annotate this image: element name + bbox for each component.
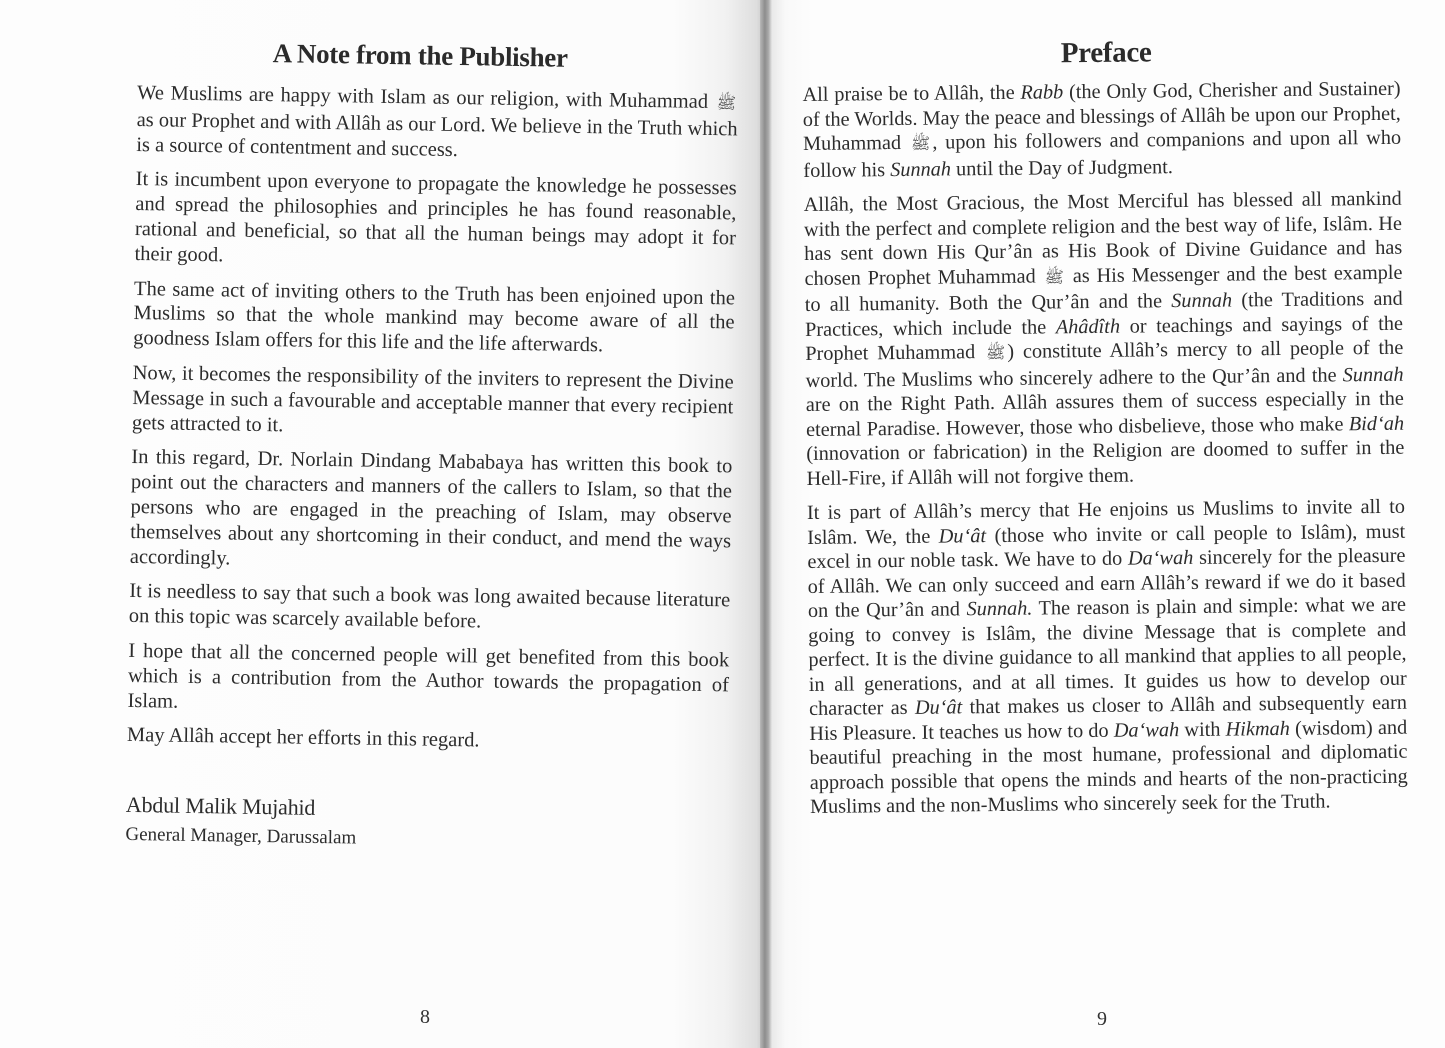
paragraph	[804, 187, 1405, 491]
text-run: , upon his followers and companions and upon all who follow his	[803, 126, 1402, 182]
preface-section	[802, 34, 1408, 830]
salutation-symbol-icon: ﷺ	[1044, 268, 1065, 286]
salutation-symbol-icon: ﷺ	[910, 135, 931, 153]
italic-term: Sunnah	[1171, 289, 1233, 313]
salutation-symbol-icon: ﷺ	[985, 344, 1006, 363]
text-run: May Allâh accept her efforts in this regard.	[126, 724, 480, 752]
paragraph	[129, 579, 731, 638]
text-run: as our Prophet and with Allâh as our Lord. We believe in the Truth which is a source of contentment and success.	[136, 108, 738, 161]
text-run: with	[1179, 718, 1226, 741]
salutation-symbol-icon: ﷺ	[716, 95, 737, 113]
publisher-note-title: A Note from the Publisher	[272, 38, 568, 73]
italic-term: Rabb	[1020, 81, 1064, 104]
text-run: It is part of Allâh’s mercy that He enjoins us Muslims to invite all to Islâm. We, the	[806, 495, 1406, 549]
text-run: Now, it becomes the responsibility of the inviters to represent the Divine Message in such a favourable and acceptable manner that every recipient gets attracted to it.	[131, 361, 734, 436]
paragraph	[136, 81, 738, 167]
text-run: The same act of inviting others to the Truth has been enjoined upon the Muslims so that the whole mankind may become aware of all the goodness Islam offers for this life and the life afterwards.	[133, 277, 736, 357]
text-run: (the Traditions and Practices, which include the	[804, 287, 1403, 341]
text-run: are on the Right Path. Allâh assures them of success especially in the eternal Paradise. However, those who disbelieve, those who make	[805, 387, 1404, 441]
text-run: The reason is plain and simple: what we are going to convey is Islâm, the divine Message that is complete and perfect. It is the divine guidance to all mankind that applies to all people, in all generations, and at all times. It guides us how to develop our character as	[808, 593, 1407, 720]
paragraph	[127, 639, 729, 723]
paragraph	[130, 445, 733, 578]
italic-term: Ahâdîth	[1055, 315, 1121, 338]
paragraph	[127, 723, 728, 757]
text-run: We Muslims are happy with Islam as our religion, with Muhammad	[136, 81, 715, 114]
italic-term: Du‘ât	[914, 696, 963, 719]
text-run: In this regard, Dr. Norlain Dindang Mababaya has written this book to point out the characters and manners of the callers to Islam, so that the persons who are engaged in the preaching of Islam, may observe themselves about any shortcoming in their conduct, and mend the ways accordingly.	[129, 446, 733, 570]
italic-term: Du‘ât	[938, 524, 987, 548]
italic-term: Sunnah	[1342, 363, 1404, 386]
text-run: as His Messenger and the best example to all humanity. Both the Qur’ân and the	[804, 261, 1403, 316]
text-run: that makes us closer to Allâh and subsequently earn His Pleasure. It teaches us how to do	[809, 691, 1408, 745]
publisher-note-section	[125, 36, 739, 855]
page-number-right: 9	[1097, 1008, 1107, 1030]
text-run: It is needless to say that such a book was long awaited because literature on this topic was scarcely available before.	[128, 580, 731, 633]
text-run: I hope that all the concerned people will get benefited from this book which is a contribution from the Author towards the propagation of Islam.	[127, 639, 730, 713]
paragraph	[133, 277, 735, 361]
preface-title: Preface	[1060, 36, 1152, 70]
text-run: Allâh, the Most Gracious, the Most Merciful has blessed all mankind with the perfect and complete religion and the best way of life, Islâm. He has sent down His Qur’ân as His Book of Divine Guidance and has chosen Prophet Muhammad	[803, 187, 1403, 290]
text-run: until the Day of Judgment.	[950, 155, 1174, 180]
preface-body	[802, 77, 1408, 820]
text-run: It is incumbent upon everyone to propagate the knowledge he possesses and spread the philosophies and principles he has found reasonable, rational and beneficial, so that all the human beings may adopt it for their good.	[134, 168, 737, 267]
italic-term: Sunnah	[890, 157, 952, 181]
paragraph	[802, 77, 1401, 183]
publisher-note-body	[127, 81, 738, 757]
text-run: or teachings and sayings of the Prophet Muhammad	[805, 312, 1404, 365]
text-run: (the Only God, Cherisher and Sustainer) of the Worlds. May the peace and blessings of Allâh be upon our Prophet, Muhammad	[802, 77, 1401, 155]
italic-term: Hikmah	[1225, 717, 1290, 741]
text-run: (those who invite or call people to Islâm), must excel in our noble task. We have to do	[807, 520, 1406, 573]
text-run: All praise be to Allâh, the	[802, 81, 1021, 106]
text-run: (innovation or fabrication) in the Religion are doomed to suffer in the Hell-Fire, if Allâh will not forgive them.	[806, 436, 1405, 490]
paragraph	[807, 495, 1408, 820]
book-spine	[760, 0, 772, 1048]
text-run: ) constitute Allâh’s mercy to all people of the world. The Muslims who sincerely adhere to the Qur’ân and the	[805, 336, 1404, 392]
text-run: (wisdom) and beautiful preaching in the most humane, professional and diplomatic approach possible that opens the minds and hearts of the non-practicing Muslims and the non-Muslims who sincerely seek for the Truth.	[809, 716, 1408, 818]
italic-term: Bid‘ah	[1348, 412, 1405, 435]
paragraph	[134, 167, 736, 276]
italic-term: Da‘wah	[1113, 718, 1180, 742]
italic-term: Da‘wah	[1127, 546, 1194, 570]
signature-name: Abdul Malik Mujahid	[125, 792, 316, 821]
page-number-left: 8	[420, 1006, 430, 1028]
paragraph	[132, 361, 734, 445]
text-run: sincerely for the pleasure of Allâh. We can only succeed and earn Allâh’s reward if we do it based on the Qur’ân and	[807, 544, 1406, 622]
signature-title: General Manager, Darussalam	[125, 824, 357, 849]
italic-term: Sunnah.	[966, 597, 1033, 621]
